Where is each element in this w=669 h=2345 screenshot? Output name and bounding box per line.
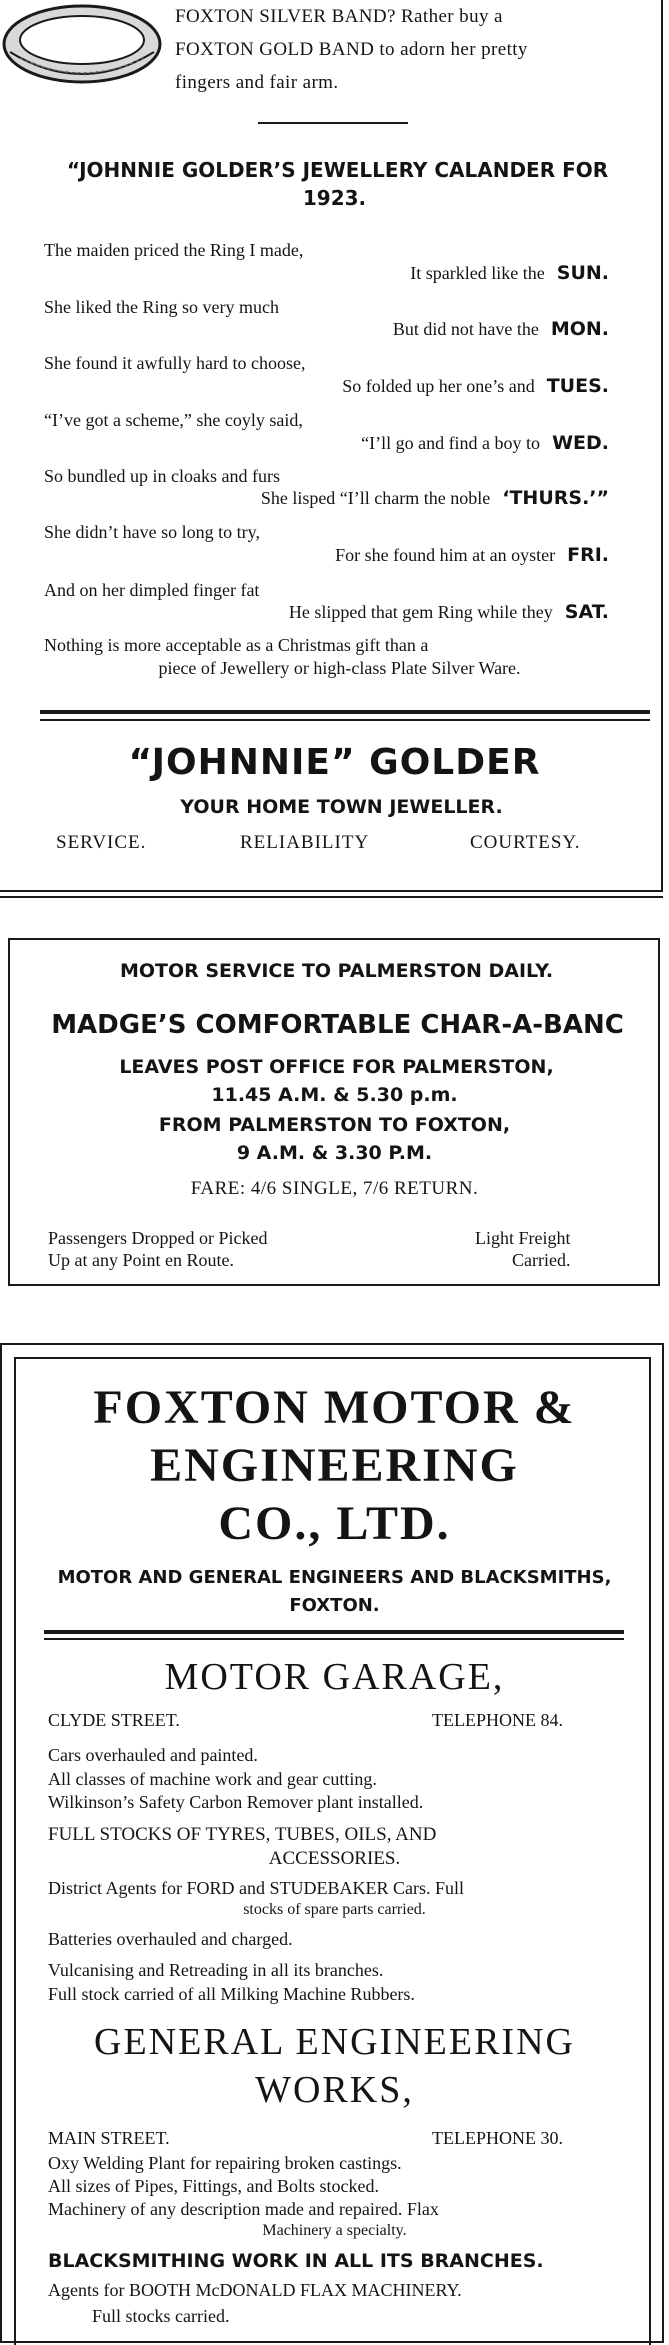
agents-line: District Agents for FORD and STUDEBAKER Cars. Full [48,1878,464,1898]
intro-line: FOXTON GOLD BAND to adorn her pretty [175,39,528,60]
fare-line: FARE: 4/6 SINGLE, 7/6 RETURN. [190,1178,479,1199]
pickup-note: Up at any Point en Route. [48,1250,234,1270]
jeweller-name: “JOHNNIE” GOLDER [128,742,541,783]
freight-note: Carried. [512,1250,571,1270]
jeweller-tagline: YOUR HOME TOWN JEWELLER. [180,796,503,818]
verse-line: “I’ve got a scheme,” she coyly said, [44,410,303,430]
stocks-line: ACCESSORIES. [268,1848,401,1869]
day-word: ‘THURS.’” [502,487,609,509]
verse-line: But did not have the MON. [392,318,609,340]
garage-heading: MOTOR GARAGE, [164,1656,505,1698]
verse-line: She didn’t have so long to try, [44,522,260,542]
day-word: TUES. [546,375,609,397]
works-street: MAIN STREET. [48,2128,170,2148]
section-divider-top [44,1630,624,1634]
calendar-heading: “JOHNNIE GOLDER’S JEWELLERY CALANDER FOR [66,158,609,182]
company-title: ENGINEERING [150,1439,519,1492]
agents-line: stocks of spare parts carried. [243,1901,426,1918]
verse-line: For she found him at an oyster FRI. [335,544,609,566]
service-heading: MOTOR SERVICE TO PALMERSTON DAILY. [119,960,554,982]
garage-line: Vulcanising and Retreading in all its branches. [48,1960,384,1980]
verse-line: So folded up her one’s and TUES. [342,375,609,397]
char-a-banc-title: MADGE’S COMFORTABLE CHAR-A-BANC [51,1010,624,1040]
works-telephone: TELEPHONE 30. [432,2128,563,2148]
intro-line: FOXTON SILVER BAND? Rather buy a [175,6,503,27]
machinery-line: Machinery a specialty. [262,2222,407,2239]
short-divider [258,122,408,124]
departure-times: 11.45 A.M. & 5.30 p.m. [211,1084,458,1106]
day-word: SUN. [556,262,609,284]
day-word: SAT. [564,601,609,623]
blacksmith-line: BLACKSMITHING WORK IN ALL ITS BRANCHES. [48,2250,544,2272]
return-times: 9 A.M. & 3.30 P.M. [236,1142,433,1164]
garage-line: Full stock carried of all Milking Machine Rubbers. [48,1984,415,2004]
verse-line: She liked the Ring so very much [44,297,279,317]
company-town: FOXTON. [289,1595,380,1616]
garage-line: All classes of machine work and gear cutting. [48,1769,377,1789]
garage-line: Cars overhauled and painted. [48,1745,258,1765]
double-rule-top [40,710,650,714]
verse-line: He slipped that gem Ring while they SAT. [288,601,609,623]
verse-line: The maiden priced the Ring I made, [44,240,304,260]
verse-line: So bundled up in cloaks and furs [44,466,280,486]
garage-line: Batteries overhauled and charged. [48,1929,293,1949]
ad1-bottom-rule [0,890,663,892]
company-title: FOXTON MOTOR & [93,1381,576,1434]
verse-line: And on her dimpled finger fat [44,580,260,600]
pickup-note: Passengers Dropped or Picked [48,1228,268,1248]
verse-line: She lisped “I’ll charm the noble ‘THURS.’” [260,487,609,509]
freight-note: Light Freight [475,1228,571,1248]
company-title: CO., LTD. [218,1497,451,1550]
garage-street: CLYDE STREET. [48,1710,180,1730]
day-word: MON. [550,318,609,340]
day-word: WED. [552,432,609,454]
works-heading: GENERAL ENGINEERING [94,2021,575,2063]
day-word: FRI. [567,544,609,566]
closing-line: piece of Jewellery or high-class Plate Silver Ware. [158,658,521,678]
gold-ring-illustration [0,0,170,100]
works-last-line: Full stocks carried. [92,2306,230,2326]
closing-line: Nothing is more acceptable as a Christmas gift than a [44,635,429,655]
verse-line: She found it awfully hard to choose, [44,353,306,373]
works-heading: WORKS, [255,2069,414,2111]
double-rule-bottom [40,719,650,721]
departure-line: LEAVES POST OFFICE FOR PALMERSTON, [119,1056,554,1078]
garage-line: Wilkinson’s Safety Carbon Remover plant installed. [48,1792,424,1812]
works-line: All sizes of Pipes, Fittings, and Bolts stocked. [48,2176,379,2196]
calendar-heading-year: 1923. [302,186,367,210]
garage-telephone: TELEPHONE 84. [432,1710,563,1730]
works-line: Oxy Welding Plant for repairing broken castings. [48,2153,402,2173]
verse-line: It sparkled like the SUN. [410,262,609,284]
ad1-bottom-rule-2 [0,896,663,898]
company-subtitle: MOTOR AND GENERAL ENGINEERS AND BLACKSMITHS, [57,1567,612,1588]
section-divider-bottom [44,1638,624,1640]
machinery-line: Machinery of any description made and repaired. Flax [48,2199,439,2219]
value-reliability: RELIABILITY [240,832,370,853]
value-service: SERVICE. [56,832,147,853]
value-courtesy: COURTESY. [470,832,581,853]
flax-agents-line: Agents for BOOTH McDONALD FLAX MACHINERY. [48,2280,462,2300]
ad1-intro [175,0,615,99]
intro-line: fingers and fair arm. [175,72,339,93]
verse-line: “I’ll go and find a boy to WED. [361,432,609,454]
return-line: FROM PALMERSTON TO FOXTON, [158,1114,511,1136]
stocks-line: FULL STOCKS OF TYRES, TUBES, OILS, AND [48,1824,437,1845]
